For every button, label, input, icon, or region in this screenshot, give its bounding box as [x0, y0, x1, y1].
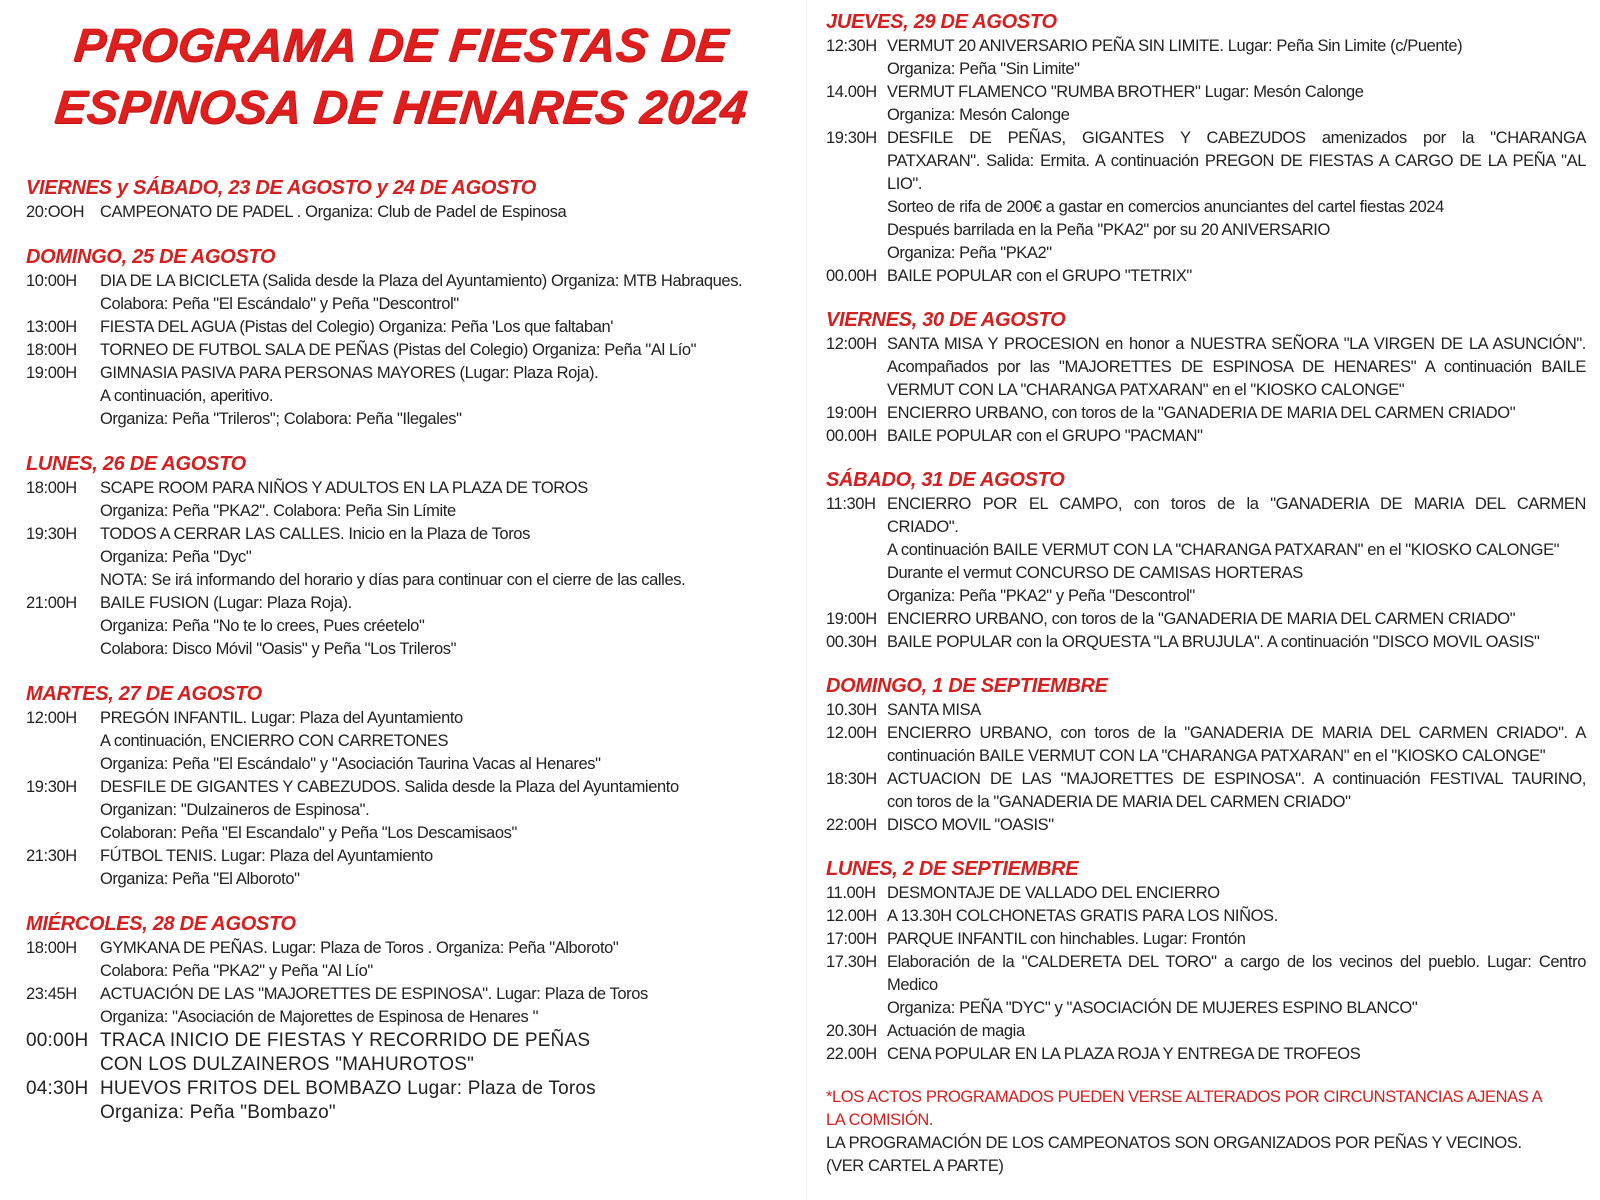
event-time: 12.00H: [826, 724, 877, 742]
event-description: [100, 316, 806, 339]
event-line: Organiza: Peña "El Escándalo" y "Asociación Taurina Vacas al Henares": [100, 755, 601, 773]
event-time: 19:30H: [826, 129, 877, 147]
notice-line: *LOS ACTOS PROGRAMADOS PUEDEN VERSE ALTERADOS POR CIRCUNSTANCIAS AJENAS A: [826, 1088, 1543, 1106]
event-time: 18:00H: [26, 341, 77, 359]
event-row: [826, 722, 1586, 768]
event-description: [887, 699, 1586, 722]
event-description: [887, 814, 1586, 837]
day-section: [26, 912, 806, 1125]
event-line: A continuación, aperitivo.: [100, 387, 274, 405]
event-line: Organizan: "Dulzaineros de Espinosa".: [100, 801, 370, 819]
event-line: ENCIERRO POR EL CAMPO, con toros de la "GANADERIA DE MARIA DEL CARMEN: [887, 495, 1586, 513]
event-description: [100, 776, 806, 845]
event-description: [887, 951, 1586, 1020]
notice-warning: [826, 1086, 1586, 1132]
event-description: [100, 937, 806, 983]
event-line: Organiza: Mesón Calonge: [887, 106, 1070, 124]
event-line: Durante el vermut CONCURSO DE CAMISAS HORTERAS: [887, 564, 1303, 582]
event-line: Organiza: Peña "PKA2" y Peña "Descontrol": [887, 587, 1195, 605]
event-row: [26, 201, 806, 224]
event-time: 00:00H: [26, 1030, 89, 1051]
day-header: MARTES, 27 DE AGOSTO: [26, 683, 262, 705]
event-description: [887, 425, 1586, 448]
event-description: [887, 1043, 1586, 1066]
event-line: GIMNASIA PASIVA PARA PERSONAS MAYORES (Lugar: Plaza Roja).: [100, 364, 599, 382]
event-time: 21:00H: [26, 594, 77, 612]
title-line-2: ESPINOSA DE HENARES 2024: [52, 80, 750, 133]
event-line: GYMKANA DE PEÑAS. Lugar: Plaza de Toros . Organiza: Peña "Alboroto": [100, 939, 619, 957]
event-line: SCAPE ROOM PARA NIÑOS Y ADULTOS EN LA PLAZA DE TOROS: [100, 479, 588, 497]
event-line: Organiza: PEÑA "DYC" y "ASOCIACIÓN DE MUJERES ESPINO BLANCO": [887, 999, 1418, 1017]
event-row: [826, 1043, 1586, 1066]
event-line: A continuación BAILE VERMUT CON LA "CHARANGA PATXARAN" en el "KIOSKO CALONGE": [887, 541, 1560, 559]
notice-line: (VER CARTEL A PARTE): [826, 1157, 1004, 1175]
event-line: Medico: [887, 976, 938, 994]
event-time: 19:30H: [26, 778, 77, 796]
event-line: Organiza: Peña "Trileros"; Colabora: Peña "Ilegales": [100, 410, 462, 428]
event-row: [26, 1029, 806, 1077]
event-description: [887, 928, 1586, 951]
event-description: [887, 493, 1586, 608]
notice-info: [826, 1132, 1586, 1178]
event-row: [826, 699, 1586, 722]
event-time: 13:00H: [26, 318, 77, 336]
event-row: [826, 905, 1586, 928]
event-description: [887, 333, 1586, 402]
event-row: [826, 493, 1586, 608]
event-line: BAILE POPULAR con la ORQUESTA "LA BRUJULA". A continuación "DISCO MOVIL OASIS": [887, 633, 1540, 651]
notice-line: LA PROGRAMACIÓN DE LOS CAMPEONATOS SON ORGANIZADOS POR PEÑAS Y VECINOS.: [826, 1134, 1522, 1152]
event-row: [26, 523, 806, 592]
event-description: [887, 35, 1586, 81]
day-header: DOMINGO, 25 DE AGOSTO: [26, 246, 276, 268]
event-description: [100, 845, 806, 891]
event-row: [826, 951, 1586, 1020]
event-row: [826, 35, 1586, 81]
event-row: [826, 333, 1586, 402]
day-section: [26, 682, 806, 891]
event-row: [826, 81, 1586, 127]
event-description: [887, 1020, 1586, 1043]
event-line: Organiza: Peña "PKA2". Colabora: Peña Sin Límite: [100, 502, 456, 520]
day-section: [26, 452, 806, 661]
event-line: Colabora: Disco Móvil "Oasis" y Peña "Los Trileros": [100, 640, 457, 658]
event-time: 11.00H: [826, 884, 876, 902]
event-description: [887, 882, 1586, 905]
event-row: [26, 316, 806, 339]
event-time: 18:00H: [26, 939, 77, 957]
event-line: BAILE POPULAR con el GRUPO "TETRIX": [887, 267, 1192, 285]
event-line: LIO".: [887, 175, 923, 193]
event-description: [100, 362, 806, 431]
event-line: TORNEO DE FUTBOL SALA DE PEÑAS (Pistas del Colegio) Organiza: Peña "Al Lío": [100, 341, 697, 359]
event-time: 12:30H: [826, 37, 877, 55]
event-time: 18:30H: [826, 770, 877, 788]
left-schedule: [26, 176, 806, 1125]
event-description: [100, 477, 806, 523]
day-header: SÁBADO, 31 DE AGOSTO: [826, 469, 1065, 491]
event-line: Colaboran: Peña "El Escandalo" y Peña "Los Descamisaos": [100, 824, 517, 842]
event-line: DISCO MOVIL "OASIS": [887, 816, 1054, 834]
event-time: 22:00H: [826, 816, 877, 834]
event-row: [26, 592, 806, 661]
event-row: [26, 362, 806, 431]
event-time: 00.00H: [826, 267, 877, 285]
event-line: PATXARAN". Salida: Ermita. A continuación PREGON DE FIESTAS A CARGO DE LA PEÑA "AL: [887, 152, 1586, 170]
event-description: [887, 81, 1586, 127]
event-line: DESFILE DE GIGANTES Y CABEZUDOS. Salida desde la Plaza del Ayuntamiento: [100, 778, 679, 796]
event-description: [887, 722, 1586, 768]
event-description: [887, 768, 1586, 814]
event-line: DIA DE LA BICICLETA (Salida desde la Plaza del Ayuntamiento) Organiza: MTB Habraques.: [100, 272, 743, 290]
event-row: [826, 425, 1586, 448]
event-time: 18:00H: [26, 479, 77, 497]
event-line: FÚTBOL TENIS. Lugar: Plaza del Ayuntamiento: [100, 847, 433, 865]
event-line: CAMPEONATO DE PADEL . Organiza: Club de Padel de Espinosa: [100, 203, 567, 221]
day-section: [826, 857, 1586, 1066]
event-line: TODOS A CERRAR LAS CALLES. Inicio en la Plaza de Toros: [100, 525, 530, 543]
day-header: LUNES, 2 DE SEPTIEMBRE: [826, 858, 1079, 880]
event-row: [826, 402, 1586, 425]
event-line: CON LOS DULZAINEROS "MAHUROTOS": [100, 1054, 475, 1075]
event-time: 20:OOH: [26, 203, 85, 221]
event-line: Organiza: "Asociación de Majorettes de Espinosa de Henares ": [100, 1008, 539, 1026]
event-line: Organiza: Peña "El Alboroto": [100, 870, 300, 888]
event-line: continuación BAILE VERMUT CON LA "CHARANGA PATXARAN" en el "KIOSKO CALONGE": [887, 747, 1546, 765]
event-row: [26, 937, 806, 983]
event-line: DESFILE DE PEÑAS, GIGANTES Y CABEZUDOS amenizados por la "CHARANGA: [887, 129, 1586, 147]
event-row: [826, 127, 1586, 265]
day-section: [826, 468, 1586, 654]
event-line: TRACA INICIO DE FIESTAS Y RECORRIDO DE PEÑAS: [100, 1030, 591, 1051]
event-time: 10.30H: [826, 701, 877, 719]
notice-line: LA COMISIÓN.: [826, 1111, 934, 1129]
day-section: [826, 308, 1586, 448]
event-line: Organiza: Peña "Bombazo": [100, 1102, 336, 1123]
event-line: ENCIERRO URBANO, con toros de la "GANADERIA DE MARIA DEL CARMEN CRIADO". A: [887, 724, 1586, 742]
event-description: [100, 1029, 806, 1077]
event-time: 19:00H: [26, 364, 77, 382]
day-header: MIÉRCOLES, 28 DE AGOSTO: [26, 913, 296, 935]
event-time: 04:30H: [26, 1078, 89, 1099]
right-column: [826, 10, 1586, 1178]
event-row: [826, 814, 1586, 837]
event-description: [100, 707, 806, 776]
event-row: [826, 1020, 1586, 1043]
left-column: [26, 0, 806, 1146]
event-line: Organiza: Peña "Dyc": [100, 548, 252, 566]
event-line: SANTA MISA: [887, 701, 981, 719]
event-line: DESMONTAJE DE VALLADO DEL ENCIERRO: [887, 884, 1220, 902]
event-time: 11:30H: [826, 495, 876, 513]
title-line-1: PROGRAMA DE FIESTAS DE: [71, 18, 731, 71]
day-header: LUNES, 26 DE AGOSTO: [26, 453, 246, 475]
right-schedule: [826, 10, 1586, 1066]
day-section: [26, 245, 806, 431]
event-row: [26, 270, 806, 316]
event-description: [887, 402, 1586, 425]
event-time: 12.00H: [826, 907, 877, 925]
event-line: BAILE POPULAR con el GRUPO "PACMAN": [887, 427, 1203, 445]
event-line: ENCIERRO URBANO, con toros de la "GANADERIA DE MARIA DEL CARMEN CRIADO": [887, 610, 1516, 628]
event-line: Organiza: Peña "No te lo crees, Pues créetelo": [100, 617, 425, 635]
event-description: [100, 1077, 806, 1125]
event-description: [100, 523, 806, 592]
event-description: [887, 631, 1586, 654]
program-title: [26, 0, 806, 138]
event-row: [26, 339, 806, 362]
event-line: BAILE FUSION (Lugar: Plaza Roja).: [100, 594, 352, 612]
day-section: [826, 674, 1586, 837]
event-time: 10:00H: [26, 272, 77, 290]
event-description: [887, 905, 1586, 928]
day-header: VIERNES, 30 DE AGOSTO: [826, 309, 1066, 331]
event-time: 17.30H: [826, 953, 877, 971]
event-row: [826, 608, 1586, 631]
event-time: 00.30H: [826, 633, 877, 651]
event-row: [826, 882, 1586, 905]
event-row: [26, 983, 806, 1029]
event-time: 12:00H: [26, 709, 77, 727]
event-line: ACTUACIÓN DE LAS "MAJORETTES DE ESPINOSA". Lugar: Plaza de Toros: [100, 985, 648, 1003]
event-line: FIESTA DEL AGUA (Pistas del Colegio) Organiza: Peña 'Los que faltaban': [100, 318, 614, 336]
column-divider: [806, 0, 807, 1200]
event-time: 17:00H: [826, 930, 877, 948]
event-line: A continuación, ENCIERRO CON CARRETONES: [100, 732, 449, 750]
day-header: DOMINGO, 1 DE SEPTIEMBRE: [826, 675, 1108, 697]
event-description: [887, 127, 1586, 265]
event-line: PARQUE INFANTIL con hinchables. Lugar: Frontón: [887, 930, 1246, 948]
event-row: [826, 768, 1586, 814]
notice: [826, 1086, 1586, 1178]
day-header: VIERNES y SÁBADO, 23 DE AGOSTO y 24 DE AGOSTO: [26, 177, 536, 199]
event-row: [826, 928, 1586, 951]
event-line: CENA POPULAR EN LA PLAZA ROJA Y ENTREGA DE TROFEOS: [887, 1045, 1361, 1063]
event-time: 19:00H: [826, 404, 877, 422]
event-line: VERMUT 20 ANIVERSARIO PEÑA SIN LIMITE. Lugar: Peña Sin Limite (c/Puente): [887, 37, 1463, 55]
event-time: 14.00H: [826, 83, 877, 101]
event-line: Elaboración de la "CALDERETA DEL TORO" a cargo de los vecinos del pueblo. Lugar: Centro: [887, 953, 1586, 971]
event-time: 21:30H: [26, 847, 77, 865]
event-line: A 13.30H COLCHONETAS GRATIS PARA LOS NIÑOS.: [887, 907, 1278, 925]
event-description: [100, 339, 806, 362]
event-time: 23:45H: [26, 985, 77, 1003]
event-row: [826, 265, 1586, 288]
day-section: [826, 10, 1586, 288]
event-time: 12:00H: [826, 335, 877, 353]
event-row: [26, 477, 806, 523]
event-line: Actuación de magia: [887, 1022, 1025, 1040]
event-time: 19:00H: [826, 610, 877, 628]
event-line: ACTUACION DE LAS "MAJORETTES DE ESPINOSA". A continuación FESTIVAL TAURINO,: [887, 770, 1586, 788]
event-line: con toros de la "GANADERIA DE MARIA DEL CARMEN CRIADO": [887, 793, 1351, 811]
event-line: NOTA: Se irá informando del horario y días para continuar con el cierre de las calles.: [100, 571, 686, 589]
day-header: JUEVES, 29 DE AGOSTO: [826, 11, 1057, 33]
event-line: SANTA MISA Y PROCESION en honor a NUESTRA SEÑORA "LA VIRGEN DE LA ASUNCIÓN".: [887, 335, 1586, 353]
event-time: 20.30H: [826, 1022, 877, 1040]
event-description: [887, 608, 1586, 631]
event-line: CRIADO".: [887, 518, 959, 536]
event-description: [100, 592, 806, 661]
event-time: 22.00H: [826, 1045, 877, 1063]
event-time: 00.00H: [826, 427, 877, 445]
event-description: [100, 983, 806, 1029]
event-line: Colabora: Peña "El Escándalo" y Peña "Descontrol": [100, 295, 459, 313]
event-row: [26, 776, 806, 845]
event-line: VERMUT CON LA "CHARANGA PATXARAN" en el "KIOSKO CALONGE": [887, 381, 1405, 399]
event-row: [26, 707, 806, 776]
event-line: Acompañados por las "MAJORETTES DE ESPINOSA DE HENARES" A continuación BAILE: [887, 358, 1586, 376]
event-line: Sorteo de rifa de 200€ a gastar en comercios anunciantes del cartel fiestas 2024: [887, 198, 1444, 216]
event-line: Organiza: Peña "Sin Limite": [887, 60, 1080, 78]
event-row: [826, 631, 1586, 654]
event-line: Después barrilada en la Peña "PKA2" por su 20 ANIVERSARIO: [887, 221, 1330, 239]
event-line: ENCIERRO URBANO, con toros de la "GANADERIA DE MARIA DEL CARMEN CRIADO": [887, 404, 1516, 422]
event-description: [100, 201, 806, 224]
event-line: PREGÓN INFANTIL. Lugar: Plaza del Ayuntamiento: [100, 709, 463, 727]
event-description: [887, 265, 1586, 288]
event-line: Organiza: Peña "PKA2": [887, 244, 1052, 262]
event-row: [26, 845, 806, 891]
event-row: [26, 1077, 806, 1125]
event-time: 19:30H: [26, 525, 77, 543]
event-description: [100, 270, 806, 316]
event-line: VERMUT FLAMENCO "RUMBA BROTHER" Lugar: Mesón Calonge: [887, 83, 1364, 101]
event-line: Colabora: Peña "PKA2" y Peña "Al Lío": [100, 962, 373, 980]
day-section: [26, 176, 806, 224]
event-line: HUEVOS FRITOS DEL BOMBAZO Lugar: Plaza de Toros: [100, 1078, 596, 1099]
